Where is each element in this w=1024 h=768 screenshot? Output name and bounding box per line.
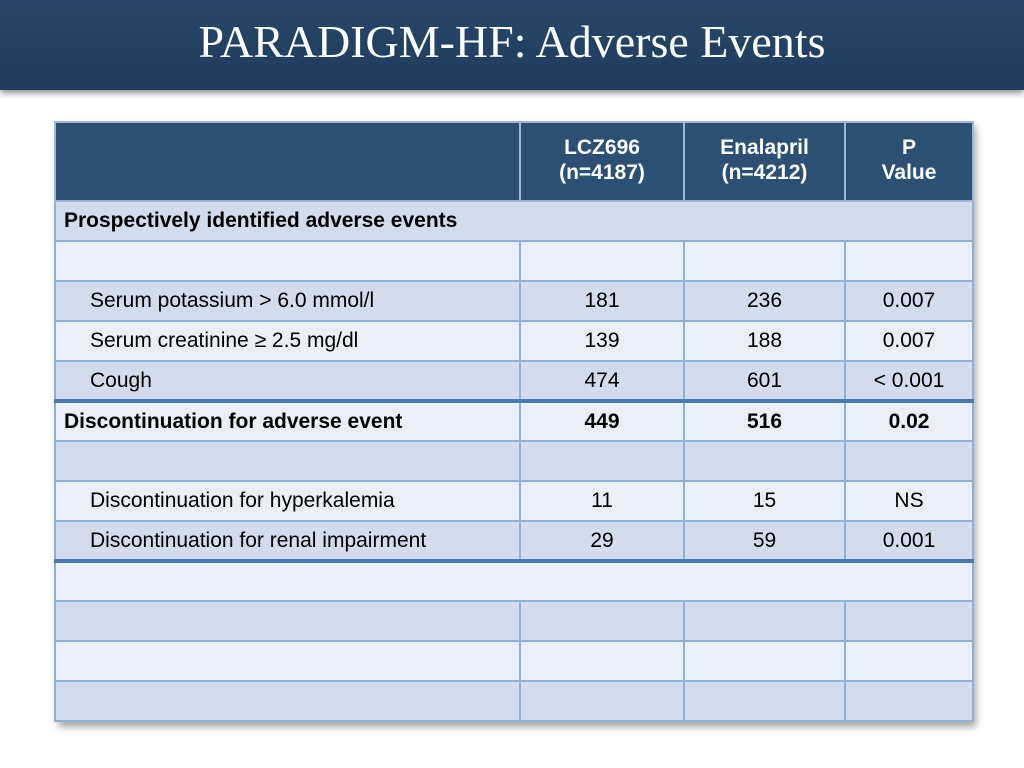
header-lcz696-n: (n=4187) xyxy=(559,161,645,184)
blank-row xyxy=(55,441,973,481)
header-row xyxy=(55,122,973,201)
header-enalapril-n: (n=4212) xyxy=(721,161,808,184)
cell-enalapril: 516 xyxy=(684,401,845,441)
cell-p-value: < 0.001 xyxy=(845,361,973,401)
table-row-hyperkalemia xyxy=(55,481,973,521)
blank-cell xyxy=(845,641,973,681)
blank-cell xyxy=(684,681,845,721)
cell-p-value: 0.007 xyxy=(845,321,973,361)
blank-cell xyxy=(520,681,684,721)
blank-cell xyxy=(520,441,684,481)
section-label-prospective: Prospectively identified adverse events xyxy=(55,201,973,241)
cell-p-value: 0.001 xyxy=(845,521,973,561)
blank-cell xyxy=(55,561,973,601)
blank-row xyxy=(55,681,973,721)
title-bar xyxy=(0,0,1024,90)
blank-cell xyxy=(55,641,520,681)
cell-lcz696: 181 xyxy=(520,281,684,321)
cell-p-value: 0.02 xyxy=(845,401,973,441)
row-label: Serum creatinine ≥ 2.5 mg/dl xyxy=(55,321,520,361)
header-enalapril xyxy=(684,122,845,201)
row-label: Cough xyxy=(55,361,520,401)
cell-lcz696: 449 xyxy=(520,401,684,441)
header-p-line2: Value xyxy=(881,161,937,184)
blank-cell xyxy=(520,601,684,641)
blank-row xyxy=(55,561,973,601)
cell-p-value: 0.007 xyxy=(845,281,973,321)
blank-cell xyxy=(845,241,973,281)
table-row-discontinuation xyxy=(55,401,973,441)
blank-cell xyxy=(845,601,973,641)
blank-cell xyxy=(684,641,845,681)
blank-cell xyxy=(845,681,973,721)
cell-enalapril: 15 xyxy=(684,481,845,521)
header-p-line1: P xyxy=(901,136,916,159)
row-label: Discontinuation for hyperkalemia xyxy=(55,481,520,521)
cell-lcz696: 139 xyxy=(520,321,684,361)
header-lcz696-name: LCZ696 xyxy=(564,136,640,159)
blank-cell xyxy=(55,681,520,721)
blank-cell xyxy=(55,601,520,641)
header-p-value xyxy=(845,122,973,201)
blank-cell xyxy=(684,601,845,641)
cell-enalapril: 236 xyxy=(684,281,845,321)
cell-enalapril: 59 xyxy=(684,521,845,561)
cell-enalapril: 188 xyxy=(684,321,845,361)
row-label: Serum potassium > 6.0 mmol/l xyxy=(55,281,520,321)
slide-title: PARADIGM-HF: Adverse Events xyxy=(198,16,826,67)
header-enalapril-name: Enalapril xyxy=(720,136,809,159)
section-row-prospective xyxy=(55,201,973,241)
cell-lcz696: 11 xyxy=(520,481,684,521)
table-row-cough xyxy=(55,361,973,401)
row-label: Discontinuation for adverse event xyxy=(55,401,520,441)
cell-p-value: NS xyxy=(845,481,973,521)
blank-row xyxy=(55,241,973,281)
adverse-events-table xyxy=(54,121,972,722)
table-row-potassium xyxy=(55,281,973,321)
header-empty-cell xyxy=(55,122,520,201)
blank-row xyxy=(55,601,973,641)
cell-lcz696: 474 xyxy=(520,361,684,401)
table-row-renal xyxy=(55,521,973,561)
cell-lcz696: 29 xyxy=(520,521,684,561)
blank-cell xyxy=(684,441,845,481)
blank-cell xyxy=(520,641,684,681)
blank-row xyxy=(55,641,973,681)
blank-cell xyxy=(55,241,520,281)
blank-cell xyxy=(520,241,684,281)
blank-cell xyxy=(684,241,845,281)
blank-cell xyxy=(845,441,973,481)
cell-enalapril: 601 xyxy=(684,361,845,401)
header-lcz696 xyxy=(520,122,684,201)
row-label: Discontinuation for renal impairment xyxy=(55,521,520,561)
table-row-creatinine xyxy=(55,321,973,361)
blank-cell xyxy=(55,441,520,481)
data-table xyxy=(54,121,974,722)
